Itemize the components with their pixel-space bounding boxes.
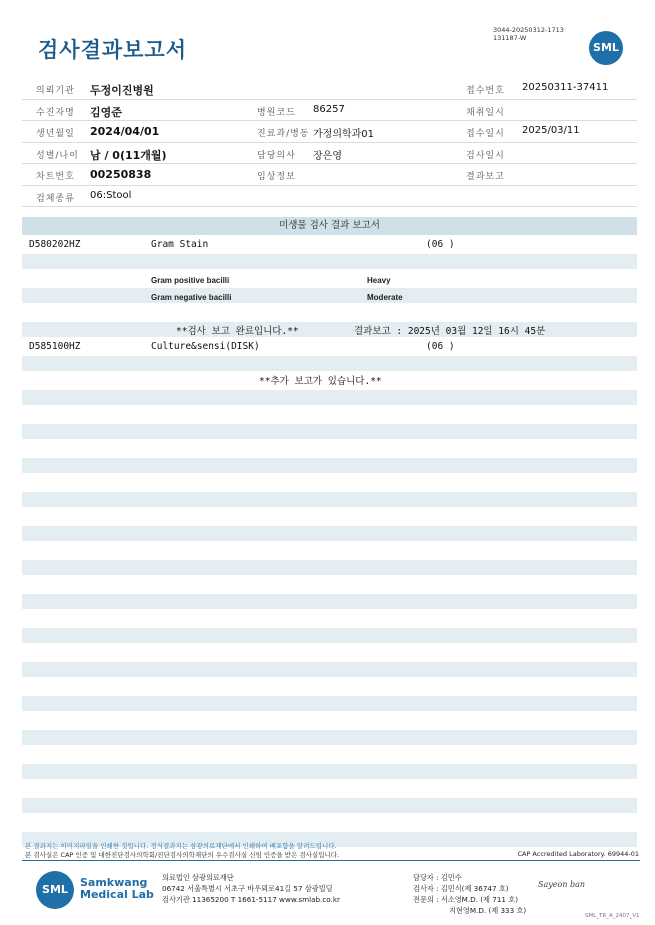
info-row-dob [22,121,637,143]
cap-accreditation: CAP Accredited Laboratory. 69944-01 [517,850,639,858]
result-row-stripe [22,356,637,371]
brand-name-line1: Samkwang [80,876,148,889]
lab-address-line1: 의료법인 삼광의료재단 [162,873,234,882]
result-row-stripe [22,560,637,575]
test2-name: Culture&sensi(DISK) [151,341,260,352]
value-dob: 2024/04/01 [90,125,160,138]
label-result-report: 결과보고 [466,172,505,182]
info-row-specimen [22,186,637,208]
label-collection-time: 채취일시 [466,107,505,118]
info-row-client [22,78,637,100]
info-row-patient [22,100,637,122]
result-row-stripe [22,492,637,507]
label-hospital-code: 병원코드 [257,107,296,118]
staff-manager: 담당자 : 김민수 [413,873,462,882]
brand-name [80,877,154,901]
result-row-stripe [22,288,637,303]
additional-report-message: **추가 보고가 있습니다.** [259,376,382,387]
label-chart-no: 차트번호 [36,172,75,182]
sml-footer-logo: SML [36,871,74,909]
label-dob: 생년월일 [36,129,75,139]
gram-negative-label: Gram negative bacilli [151,293,232,302]
staff-specialist1: 전문의 : 서소영M.D. (제 711 호) [413,895,519,904]
value-hospital-code: 86257 [313,103,345,115]
gram-negative-value: Moderate [367,293,403,302]
test2-code: D585100HZ [29,341,81,352]
brand-name-line2: Medical Lab [80,888,154,901]
gram-positive-value: Heavy [367,276,391,285]
info-row-chart [22,164,637,186]
test1-code: D580202HZ [29,239,81,250]
result-row-stripe [22,764,637,779]
form-number: SML_TR_A_2407_V1 [585,913,640,919]
label-patient-name: 수진자명 [36,107,75,118]
report-title: 검사결과보고서 [38,38,188,62]
document-id-line2: 131187-W [493,34,527,42]
signature: Sayeon ban [538,880,586,889]
value-patient-name: 김영준 [90,105,122,119]
label-receipt-no: 접수번호 [466,86,505,96]
result-row-stripe [22,254,637,269]
value-chart-no: 00250838 [90,168,152,181]
value-receipt-no: 20250311-37411 [522,82,609,93]
value-client: 두정이진병원 [90,84,154,97]
result-row-stripe [22,390,637,405]
gram-positive-label: Gram positive bacilli [151,276,230,285]
staff-specialist2: 지현영M.D. (제 333 호) [449,906,527,915]
result-row-stripe [22,628,637,643]
sml-logo: SML [589,31,623,65]
result-row-stripe [22,594,637,609]
result-row-stripe [22,526,637,541]
result-row-stripe [22,424,637,439]
accreditation-notice: 본 검사실은 CAP 인증 및 대한진단검사의학회/진단검사의학재단의 우수검사실 신임 인증을 받은 검사실입니다. [25,851,340,859]
label-specimen: 검체종류 [36,193,75,204]
label-department: 진료과/병동 [257,129,310,139]
test1-name: Gram Stain [151,239,209,250]
lab-address-line3: 검사기관 11365200 T 1661-5117 www.smlab.co.kr [162,895,340,904]
result-row-stripe [22,458,637,473]
value-receipt-date: 2025/03/11 [522,125,580,136]
value-specimen: 06:Stool [90,189,132,201]
label-receipt-date: 접수일시 [466,129,505,139]
patient-info-table [22,78,637,207]
results-section-header: 미생물 검사 결과 보고서 [22,217,637,235]
value-doctor: 장은영 [313,150,342,162]
result-row-stripe [22,662,637,677]
result-row-stripe [22,730,637,745]
label-sex-age: 성별/나이 [36,150,79,161]
print-notice: 본 결과지는 이미지파일을 인쇄한 것입니다. 정식결과지는 삼광의료재단에서 인쇄하여 배포함을 알려드립니다. [25,842,337,850]
staff-tester: 검사자 : 김민식(제 36747 호) [413,884,509,893]
label-clinical-info: 임상정보 [257,172,296,182]
report-time: 결과보고 : 2025년 03월 12일 16시 45분 [354,326,546,337]
label-test-date: 검사일시 [466,150,505,161]
staff-list [413,872,526,916]
result-row-stripe [22,696,637,711]
footer-divider [22,860,640,861]
report-complete-message: **검사 보고 완료입니다.** [176,326,299,337]
test2-specimen: (06 ) [426,341,455,352]
lab-address [162,872,340,905]
result-row-stripe [22,798,637,813]
value-sex-age: 남 / 0(11개월) [90,148,167,162]
lab-address-line2: 06742 서울특별시 서초구 바우뫼로41길 57 삼광빌딩 [162,884,333,893]
value-department: 가정의학과01 [313,129,375,140]
label-doctor: 담당의사 [257,150,296,161]
document-id-line1: 3044-20250312-1713 [493,26,564,34]
info-row-sex-age [22,143,637,165]
document-id [493,26,564,42]
test1-specimen: (06 ) [426,239,455,250]
label-client: 의뢰기관 [36,86,75,96]
